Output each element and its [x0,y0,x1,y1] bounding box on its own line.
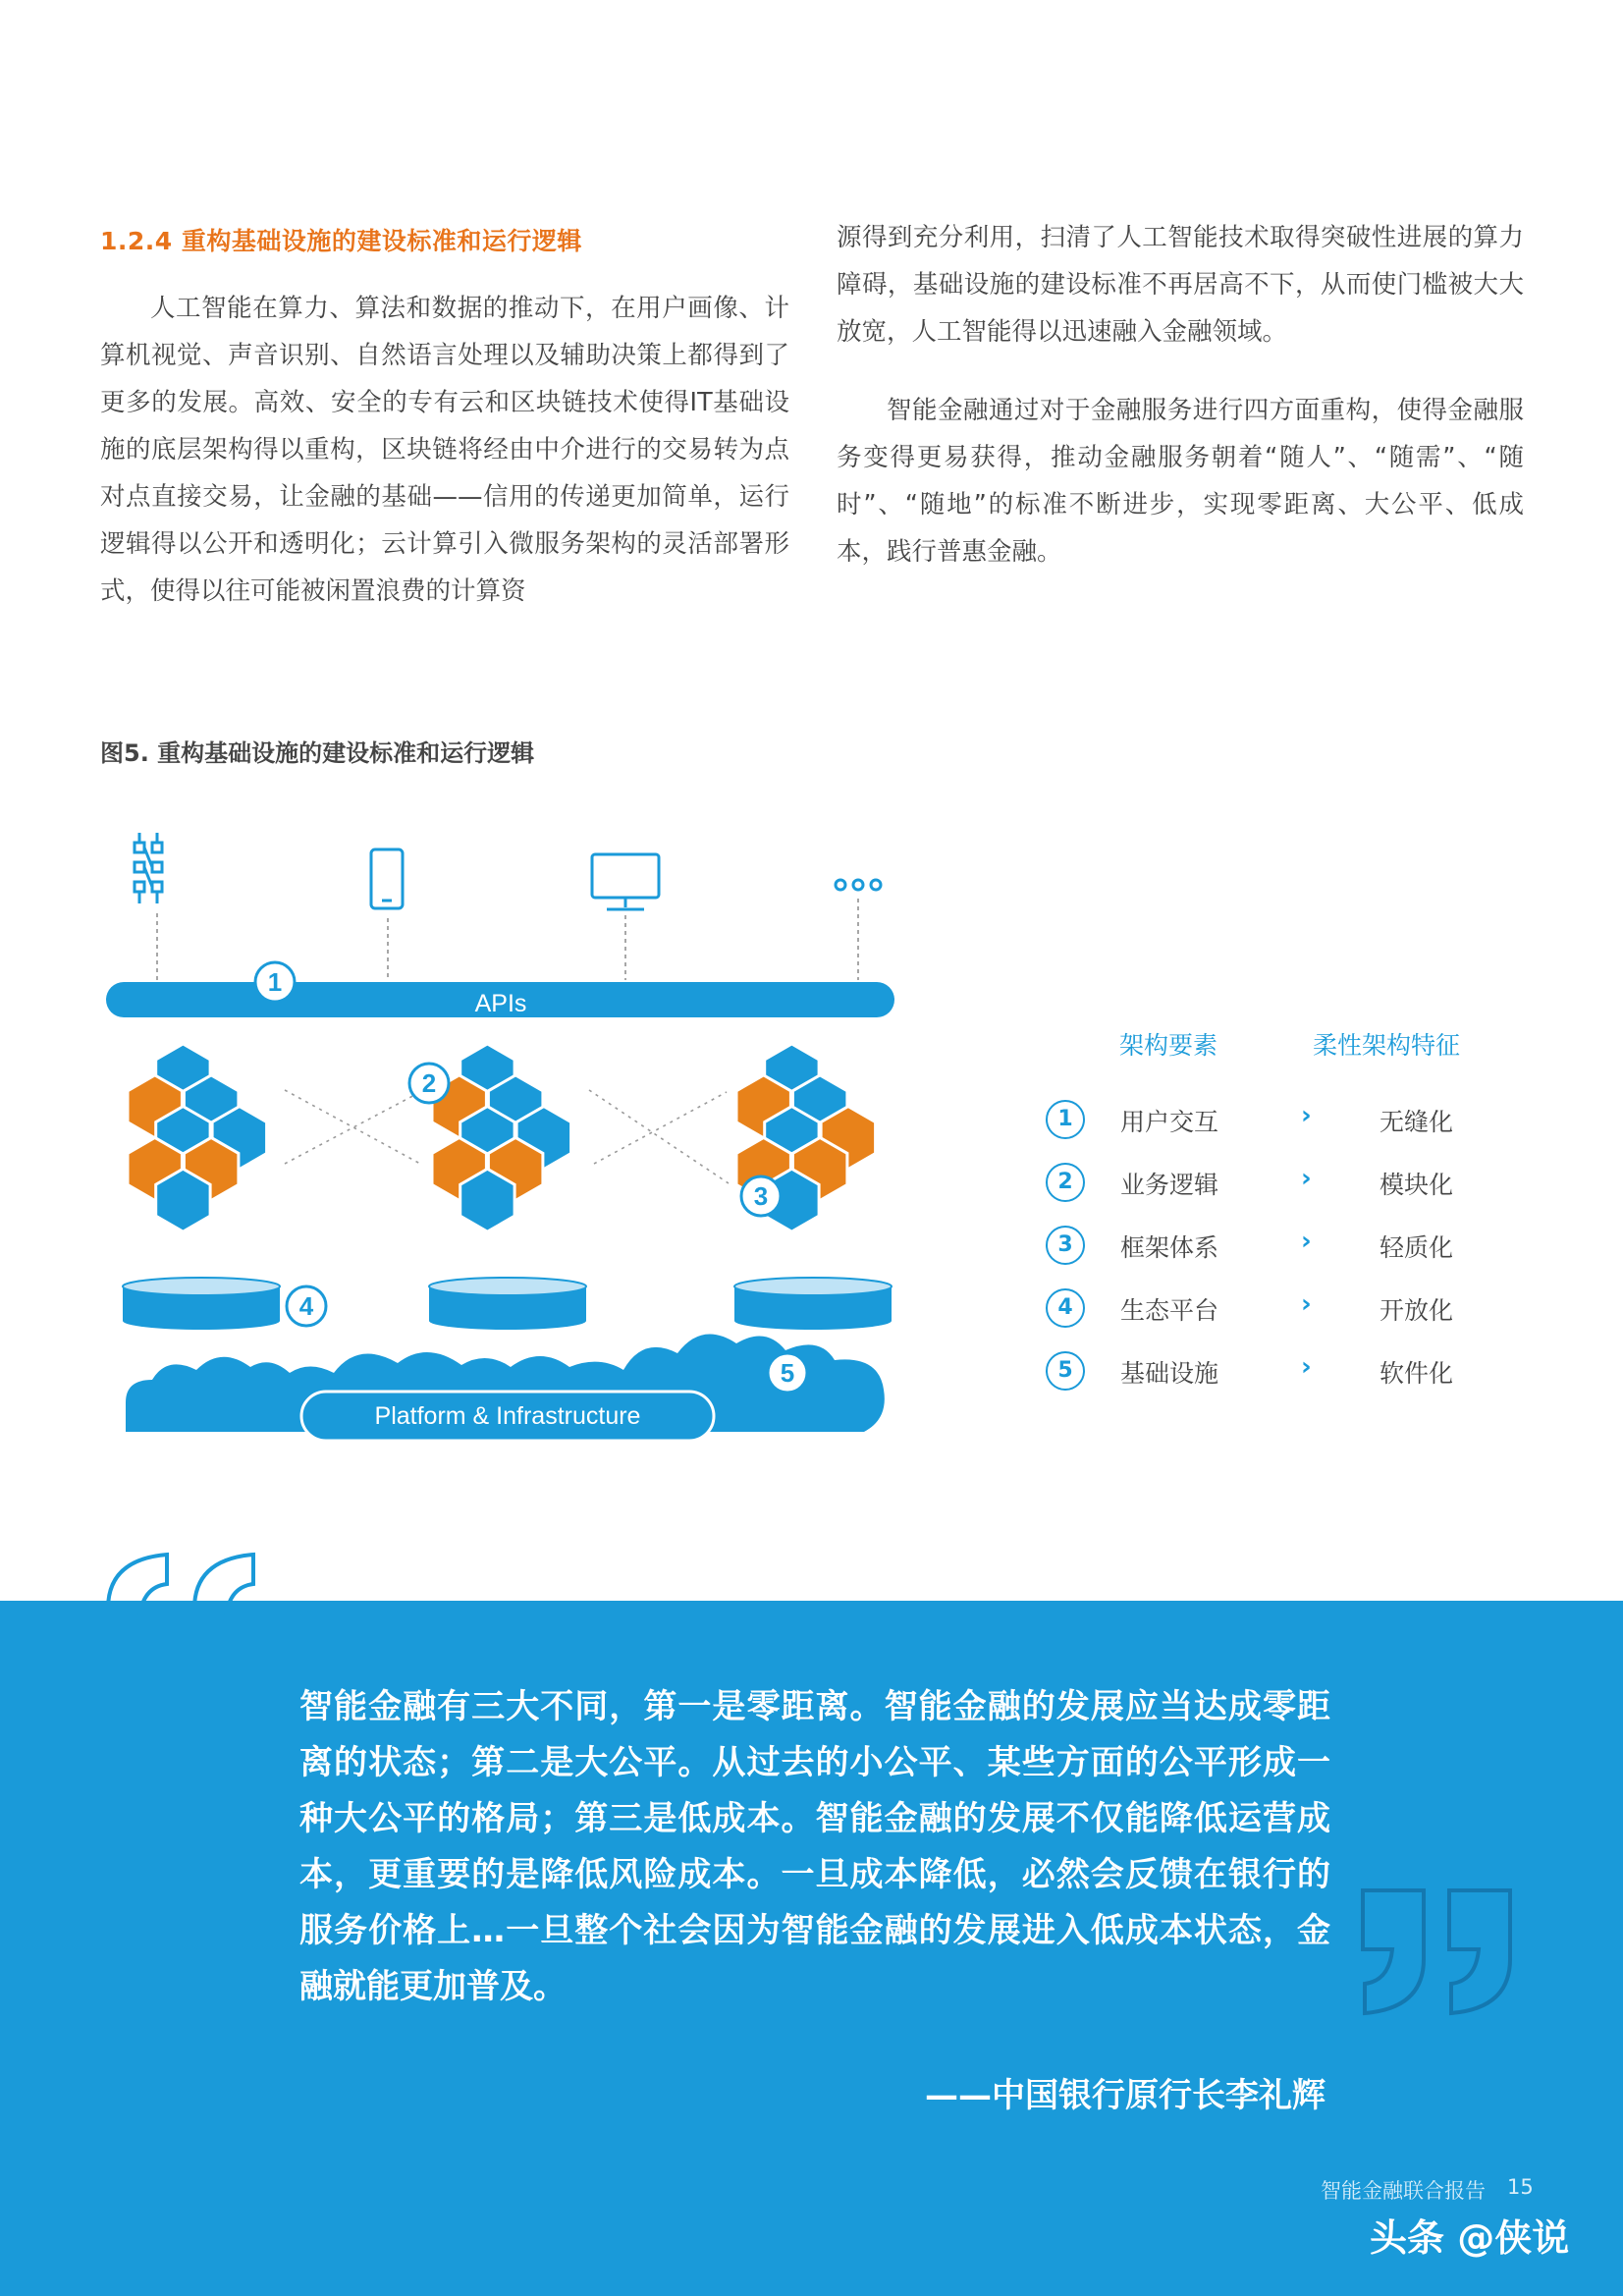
figure-title: 图5. 重构基础设施的建设标准和运行逻辑 [100,739,535,767]
legend-row [1046,1284,1556,1333]
legend-header-features: 柔性架构特征 [1313,1031,1461,1060]
chevron-right-icon: › [1301,1289,1312,1319]
diagram-marker-number: 3 [753,1181,769,1211]
platform-label: Platform & Infrastructure [374,1402,641,1430]
quote-attribution: ——中国银行原行长李礼辉 [925,2076,1325,2115]
diagram-marker-number: 4 [298,1291,314,1321]
blockchain-icon [135,833,162,903]
legend-number: 1 [1046,1100,1085,1139]
legend-feature: 开放化 [1380,1296,1454,1325]
legend-row [1046,1346,1556,1395]
body-paragraph-1: 人工智能在算力、算法和数据的推动下，在用户画像、计算机视觉、声音识别、自然语言处理以及辅助决策上都得到了更多的发展。高效、安全的专有云和区块链技术使得IT基础设施的底层架构得以重构，区块链将经由中介进行的交易转为点对点直接交易，让金融的基础——信用的传递更加简单，运行逻辑得以公开和透明化；云计算引入微服务架构的灵活部署形式，使得以往可能被闲置浪费的计算资 [100,294,789,606]
monitor-icon [592,854,659,909]
page-number: 15 [1507,2175,1534,2199]
legend-feature: 轻质化 [1380,1233,1454,1262]
body-paragraph-1-continued: 源得到充分利用，扫清了人工智能技术取得突破性进展的算力障碍，基础设施的建设标准不再居高不下，从而使门槛被大大放宽，人工智能得以迅速融入金融领域。 [837,223,1524,347]
legend-element: 生态平台 [1120,1296,1219,1325]
diagram-marker [287,1286,326,1326]
legend-number: 5 [1046,1351,1085,1391]
legend-element: 框架体系 [1120,1233,1219,1262]
chevron-right-icon: › [1301,1352,1312,1382]
section-heading: 1.2.4 重构基础设施的建设标准和运行逻辑 [100,227,582,255]
legend-feature: 无缝化 [1380,1108,1454,1136]
legend-feature: 模块化 [1380,1171,1454,1199]
platform-cylinders [123,1278,892,1330]
apis-label: APIs [474,990,527,1017]
phone-icon [371,849,403,908]
more-icon [836,880,881,890]
chevron-right-icon: › [1301,1227,1312,1256]
open-quote-icon [98,1540,275,1687]
legend-number: 2 [1046,1163,1085,1202]
legend-row [1046,1158,1556,1207]
watermark: 头条 @侠说 [1370,2216,1570,2260]
diagram-marker-number: 1 [267,967,283,997]
quote-text: 智能金融有三大不同，第一是零距离。智能金融的发展应当达成零距离的状态；第二是大公平。从过去的小公平、某些方面的公平形成一种大公平的格局；第三是低成本。智能金融的发展不仅能降低运营成本，更重要的是降低风险成本。一旦成本降低，必然会反馈在银行的服务价格上…一旦整个社会因为智能金融的发展进入低成本状态，金融就能更加普及。 [299,1687,1330,2006]
chevron-right-icon: › [1301,1101,1312,1130]
diagram-marker-number: 5 [780,1358,795,1388]
legend-row [1046,1221,1556,1270]
legend-number: 4 [1046,1288,1085,1328]
footer-report-name: 智能金融联合报告 [1321,2179,1486,2203]
body-column-left [100,285,789,646]
body-paragraph-2: 智能金融通过对于金融服务进行四方面重构，使得金融服务变得更易获得，推动金融服务朝着“随人”、“随需”、“随时”、“随地”的标准不断进步，实现零距离、大公平、低成本，践行普惠金融。 [837,396,1524,567]
diagram-marker [409,1064,449,1103]
legend-header-elements: 架构要素 [1119,1031,1218,1060]
legend-element: 用户交互 [1120,1108,1219,1136]
hexagon [156,1169,210,1231]
close-quote-icon [1353,1881,1530,2028]
legend-element: 基础设施 [1120,1359,1219,1388]
diagram-marker-number: 2 [421,1068,437,1098]
diagram-marker [741,1176,781,1216]
body-column-right [837,214,1524,607]
hexagon [460,1169,514,1231]
legend-row [1046,1095,1556,1144]
diagram-marker [768,1353,807,1393]
legend-number: 3 [1046,1226,1085,1265]
legend-table [1021,1011,1571,1424]
legend-element: 业务逻辑 [1120,1171,1219,1199]
legend-feature: 软件化 [1380,1359,1454,1388]
diagram-marker [255,962,295,1002]
architecture-diagram [98,805,903,1453]
chevron-right-icon: › [1301,1164,1312,1193]
